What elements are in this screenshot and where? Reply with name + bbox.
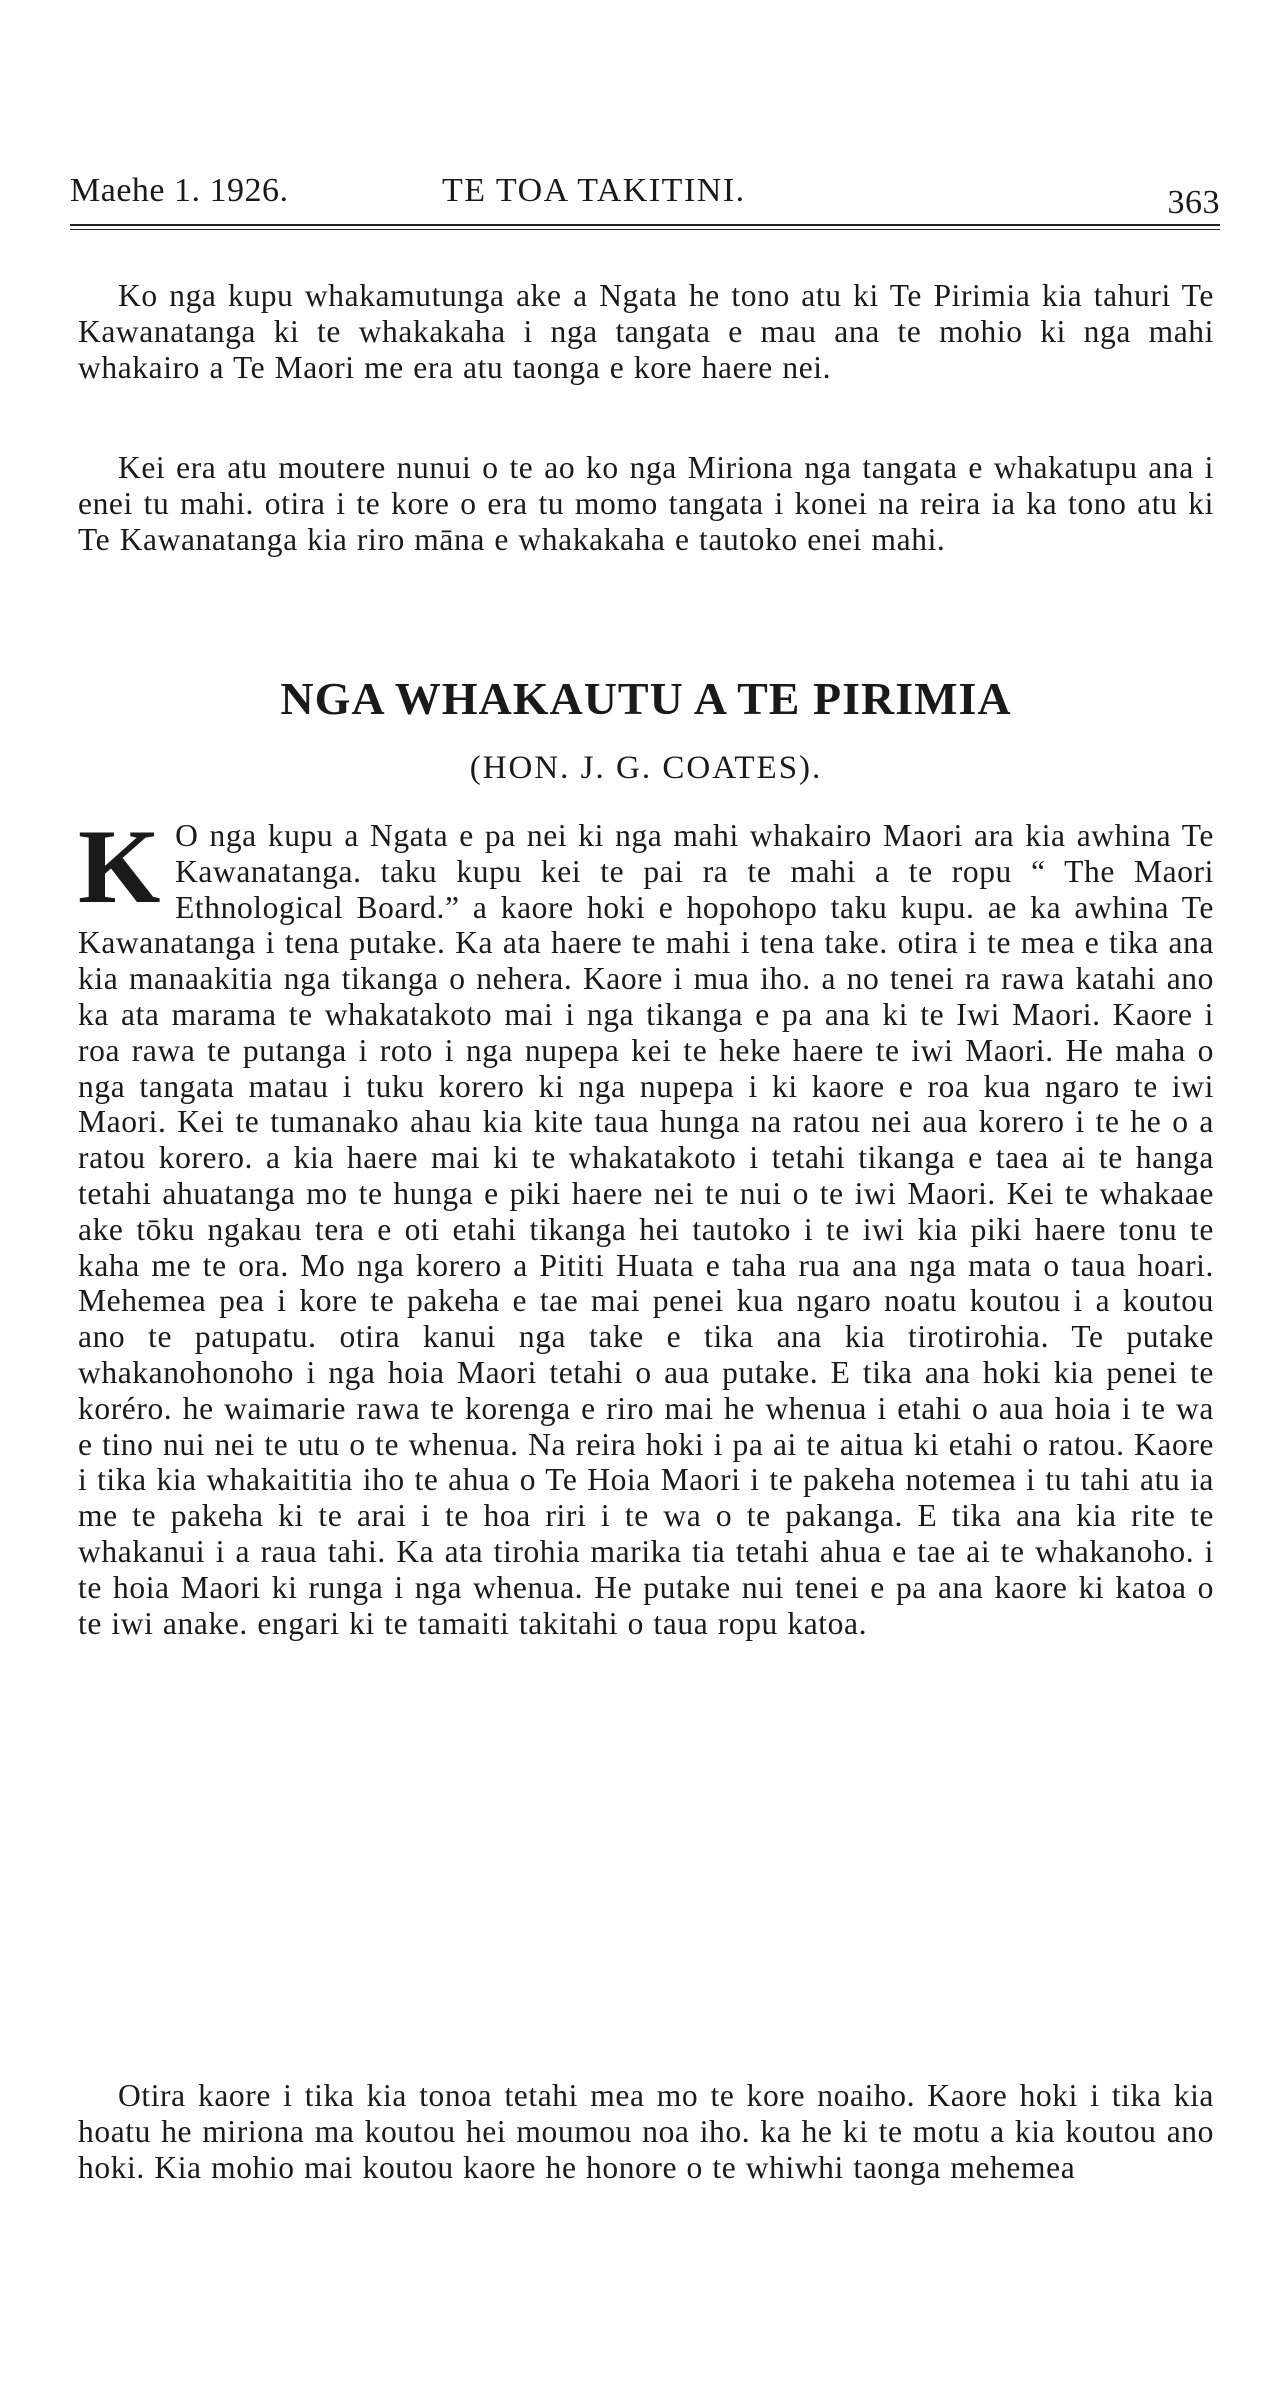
paragraph-premier-reply [78, 808, 1214, 1641]
section-subheading: (HON. J. G. COATES). [469, 750, 823, 786]
paragraph-other-islands: Kei era atu moutere nunui o te ao ko nga Miriona nga tangata e whakatupu ana i enei tu mahi. otira i te kore o era tu momo tangata i konei na reira ia ka tono atu ki Te Kawanatanga kia riro māna e whakakaha e tautoko enei mahi. [78, 450, 1214, 557]
paragraph-premier-reply-text: O nga kupu a Ngata e pa nei ki nga mahi whakairo Maori ara kia awhina Te Kawanatanga. taku kupu kei te pai ra te mahi a te ropu “ The Maori Ethnological Board.” a kaore hoki e hopohopo taku kupu. ae ka awhina Te Kawanatanga i tena putake. Ka ata haere te mahi i tena take. otira i te mea e tika ana kia manaakitia nga tikanga o nehera. Kaore i mua iho. a no tenei ra rawa katahi ano ka ata marama te whakatakoto mai i nga tikanga e pa ana ki te Iwi Maori. Kaore i roa rawa te putanga i roto i nga nupepa kei te heke haere te iwi Maori. He maha o nga tangata matau i tuku korero ki nga nupepa i ki kaore e roa kua ngaro te iwi Maori. Kei te tumanako ahau kia kite taua hunga na ratou nei aua korero i te he o a ratou korero. a kia haere mai ki te whakatakoto i tetahi tikanga e taea ai te hanga tetahi ahuatanga mo te hunga e piki haere nei te nui o te iwi Maori. Kei te whakaae ake tōku ngakau tera e oti etahi tikanga hei tautoko i te iwi kia piki haere tonu te kaha me te ora. Mo nga korero a Pititi Huata e taha rua ana nga mata o taua hoari. Mehemea pea i kore te pakeha e tae mai penei kua ngaro noatu koutou i a koutou ano te patupatu. otira kanui nga take e tika ana kia tirotirohia. Te putake whakanohonoho i nga hoia Maori tetahi o aua putake. E tika ana hoki kia penei te koréro. he waimarie rawa te korenga e riro mai he whenua i etahi o aua hoia i te wa e tino nui nei te utu o te whenua. Na reira hoki i pa ai te aitua ki etahi o ratou. Kaore i tika kia whakaititia iho te ahua o Te Hoia Maori i te pakeha notemea i tu tahi atu ia me te pakeha ki te arai i te hoa riri i te wa o te pakanga. E tika ana kia rite te whakanui i a raua tahi. Ka ata tirohia marika tia tetahi ahua e tae ai te whakanoho. i te hoia Maori ki runga i nga whenua. He putake nui tenei e pa ana kaore ki katoa o te iwi anake. engari ki te tamaiti takitahi o taua ropu katoa. [78, 818, 1214, 1641]
drop-cap: K [78, 808, 162, 925]
running-header [70, 168, 1220, 221]
paragraph-ngata-request: Ko nga kupu whakamutunga ake a Ngata he tono atu ki Te Pirimia kia tahuri Te Kawanatanga ki te whakakaha i nga tangata e mau ana te mohio ki nga mahi whakairo a Te Maori me era atu taonga e kore haere nei. [78, 278, 1214, 385]
publication-title: TE TOA TAKITINI. [442, 172, 746, 209]
paragraph-closing: Otira kaore i tika kia tonoa tetahi mea mo te kore noaiho. Kaore hoki i tika kia hoatu he miriona ma koutou hei moumou noa iho. ka he ki te motu a kia koutou ano hoki. Kia mohio mai koutou kaore he honore o te whiwhi taonga mehemea [78, 2078, 1214, 2185]
header-rule [70, 224, 1220, 230]
issue-date: Maehe 1. 1926. [70, 172, 289, 209]
page-number: 363 [1167, 184, 1220, 221]
section-heading: NGA WHAKAUTU A TE PIRIMIA [280, 673, 1012, 724]
